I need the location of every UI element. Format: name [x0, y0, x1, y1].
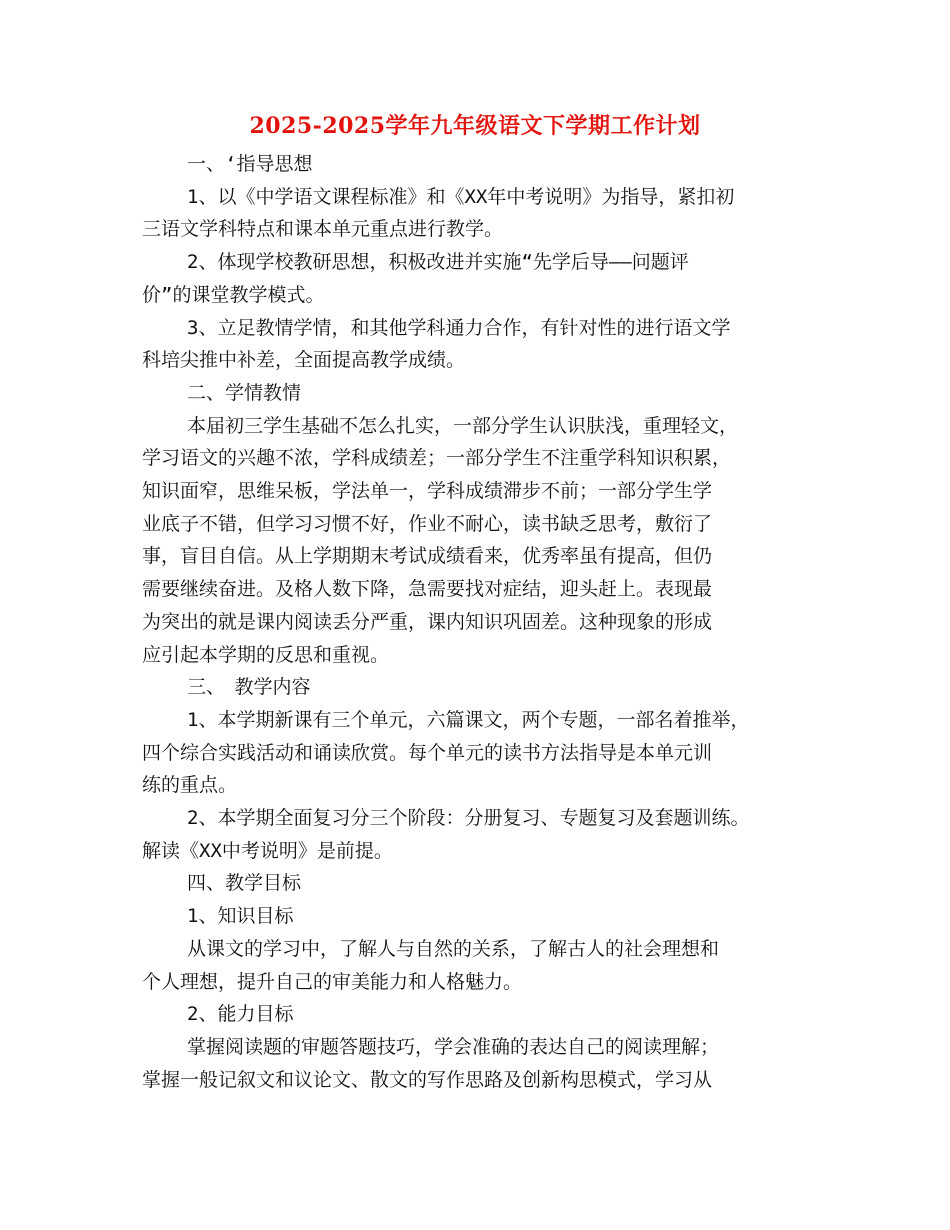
text-line: 掌握一般记叙文和议论文、散文的写作思路及创新构思模式，学习从 [142, 1068, 713, 1091]
text-line: 四、教学目标 [187, 872, 302, 895]
text-line: 2、体现学校教研思想，积极改进并实施“先学后导——问题评 [187, 251, 689, 274]
text-line: 个人理想，提升自己的审美能力和人格魅力。 [142, 970, 523, 993]
text-line: 应引起本学期的反思和重视。 [142, 643, 390, 666]
text-line: 2、本学期全面复习分三个阶段：分册复习、专题复习及套题训练。 [187, 807, 750, 830]
document-title: 2025-2025学年九年级语文下学期工作计划 [249, 113, 701, 139]
text-line: 知识面窄，思维呆板，学法单一，学科成绩滞步不前；一部分学生学 [142, 480, 713, 503]
text-line: 事，盲目自信。从上学期期末考试成绩看来，优秀率虽有提高，但仍 [142, 545, 713, 568]
text-line: 3、立足教情学情，和其他学科通力合作，有针对性的进行语文学 [187, 316, 731, 339]
text-line: 学习语文的兴趣不浓，学科成绩差；一部分学生不注重学科知识积累， [142, 447, 732, 470]
document-body [142, 148, 822, 1096]
text-line: 一、‘指导思想 [187, 153, 313, 175]
text-line: 科培尖推中补差，全面提高教学成绩。 [142, 349, 466, 372]
text-line: 业底子不错，但学习习惯不好，作业不耐心，读书缺乏思考，敷衍了 [142, 512, 713, 535]
text-line: 为突出的就是课内阅读丢分严重，课内知识巩固差。这种现象的形成 [142, 610, 713, 633]
text-line: 1、知识目标 [187, 905, 294, 928]
text-line: 掌握阅读题的审题答题技巧，学会准确的表达自己的阅读理解； [187, 1035, 720, 1058]
text-line: 2、能力目标 [187, 1003, 294, 1026]
text-line: 需要继续奋进。及格人数下降，急需要找对症结，迎头赶上。表现最 [142, 578, 713, 601]
text-line: 价”的课堂教学模式。 [142, 283, 325, 306]
text-line: 1、以《中学语文课程标准》和《XX年中考说明》为指导，紧扣初 [187, 185, 735, 208]
text-line: 三、 教学内容 [187, 676, 311, 699]
text-line: 1、本学期新课有三个单元，六篇课文，两个专题，一部名着推举， [187, 708, 750, 731]
text-line: 四个综合实践活动和诵读欣赏。每个单元的读书方法指导是本单元训 [142, 741, 713, 764]
text-line: 二、学情教情 [187, 381, 302, 404]
text-line: 从课文的学习中，了解人与自然的关系，了解古人的社会理想和 [187, 937, 720, 960]
text-line: 本届初三学生基础不怎么扎实，一部分学生认识肤浅，重理轻文， [187, 414, 739, 437]
text-line: 三语文学科特点和课本单元重点进行教学。 [142, 218, 504, 241]
text-line: 解读《XX中考说明》是前提。 [142, 839, 393, 862]
text-line: 练的重点。 [142, 774, 238, 797]
